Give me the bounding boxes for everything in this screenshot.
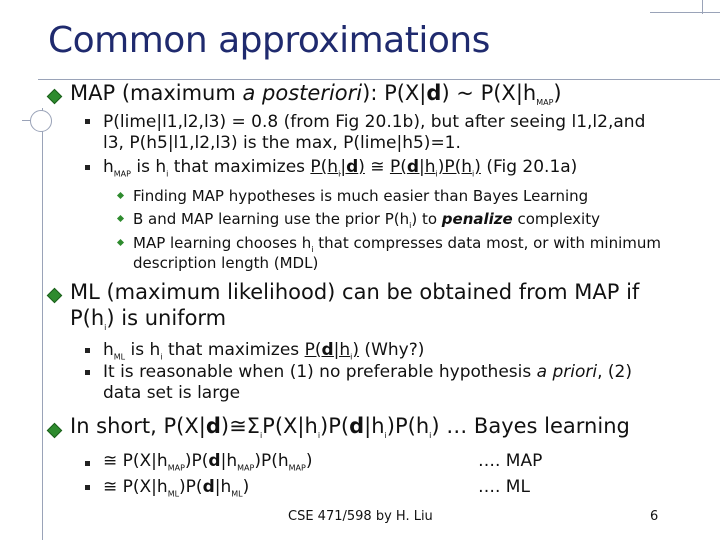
hml-definition: $h_{ML}$ is $h_i$ that maximizes $P(d|h_i)$ (Why?) [103,340,425,362]
map-note-3-line2: description length (MDL) [133,254,319,272]
bullet-diamond-icon [47,89,63,105]
square-bullet-icon [85,165,90,170]
summary-ml-tag: …. ML [478,477,530,497]
map-example-line1: P(lime|l1,l2,l3) = 0.8 (from Fig 20.1b), but after seeing l1,l2,and [103,112,646,132]
summary-map-formula: ≅ $P(X|h_{MAP})P(d|h_{MAP})P(h_{MAP})$ [103,451,313,473]
slide-title: Common approximations [48,20,490,61]
map-note-3: MAP learning chooses $h_i$ that compresses data most, or with minimum [133,234,661,254]
ml-reason-line1: It is reasonable when (1) no preferable hypothesis a priori, (2) [103,362,632,382]
bullet-ml-heading-line2: $P(h_i)$ is uniform [70,306,227,333]
map-example-line2: l3, P(h5|l1,l2,l3) is the max, P(lime|h5)=1. [103,133,461,153]
margin-circle [30,110,52,132]
square-bullet-icon [85,370,90,375]
corner-decoration-horizontal [650,12,720,13]
ml-reason-line2: data set is large [103,383,241,403]
summary-map-tag: …. MAP [478,451,543,471]
hmap-definition: $h_{MAP}$ is $h_i$ that maximizes $P(h_i|d)$ ≅ $P(d|h_i)P(h_i)$ (Fig 20.1a) [103,157,578,179]
map-note-1: Finding MAP hypotheses is much easier than Bayes Learning [133,187,589,205]
footer-page-number: 6 [650,509,659,524]
small-diamond-icon [117,239,124,246]
small-diamond-icon [117,192,124,199]
bullet-diamond-icon [47,288,63,304]
square-bullet-icon [85,485,90,490]
square-bullet-icon [85,119,90,124]
bullet-diamond-icon [47,423,63,439]
square-bullet-icon [85,461,90,466]
bullet-summary-heading: In short, $P(X|d)≅\Sigma_iP(X|h_i)P(d|h_i)P(h_i)$ … Bayes learning [70,414,630,441]
summary-ml-formula: ≅ $P(X|h_{ML})P(d|h_{ML})$ [103,477,250,499]
footer-course: CSE 471/598 by H. Liu [288,509,433,524]
bullet-map-heading: MAP (maximum a posteriori): P(X|d) ~ $P(X|h_{MAP})$ [70,81,562,108]
small-diamond-icon [117,215,124,222]
bullet-ml-heading-line1: ML (maximum likelihood) can be obtained from MAP if [70,280,640,304]
left-margin-line [42,108,43,540]
square-bullet-icon [85,348,90,353]
map-note-2: B and MAP learning use the prior $P(h_i)$ to penalize complexity [133,210,600,230]
title-divider [38,79,720,80]
